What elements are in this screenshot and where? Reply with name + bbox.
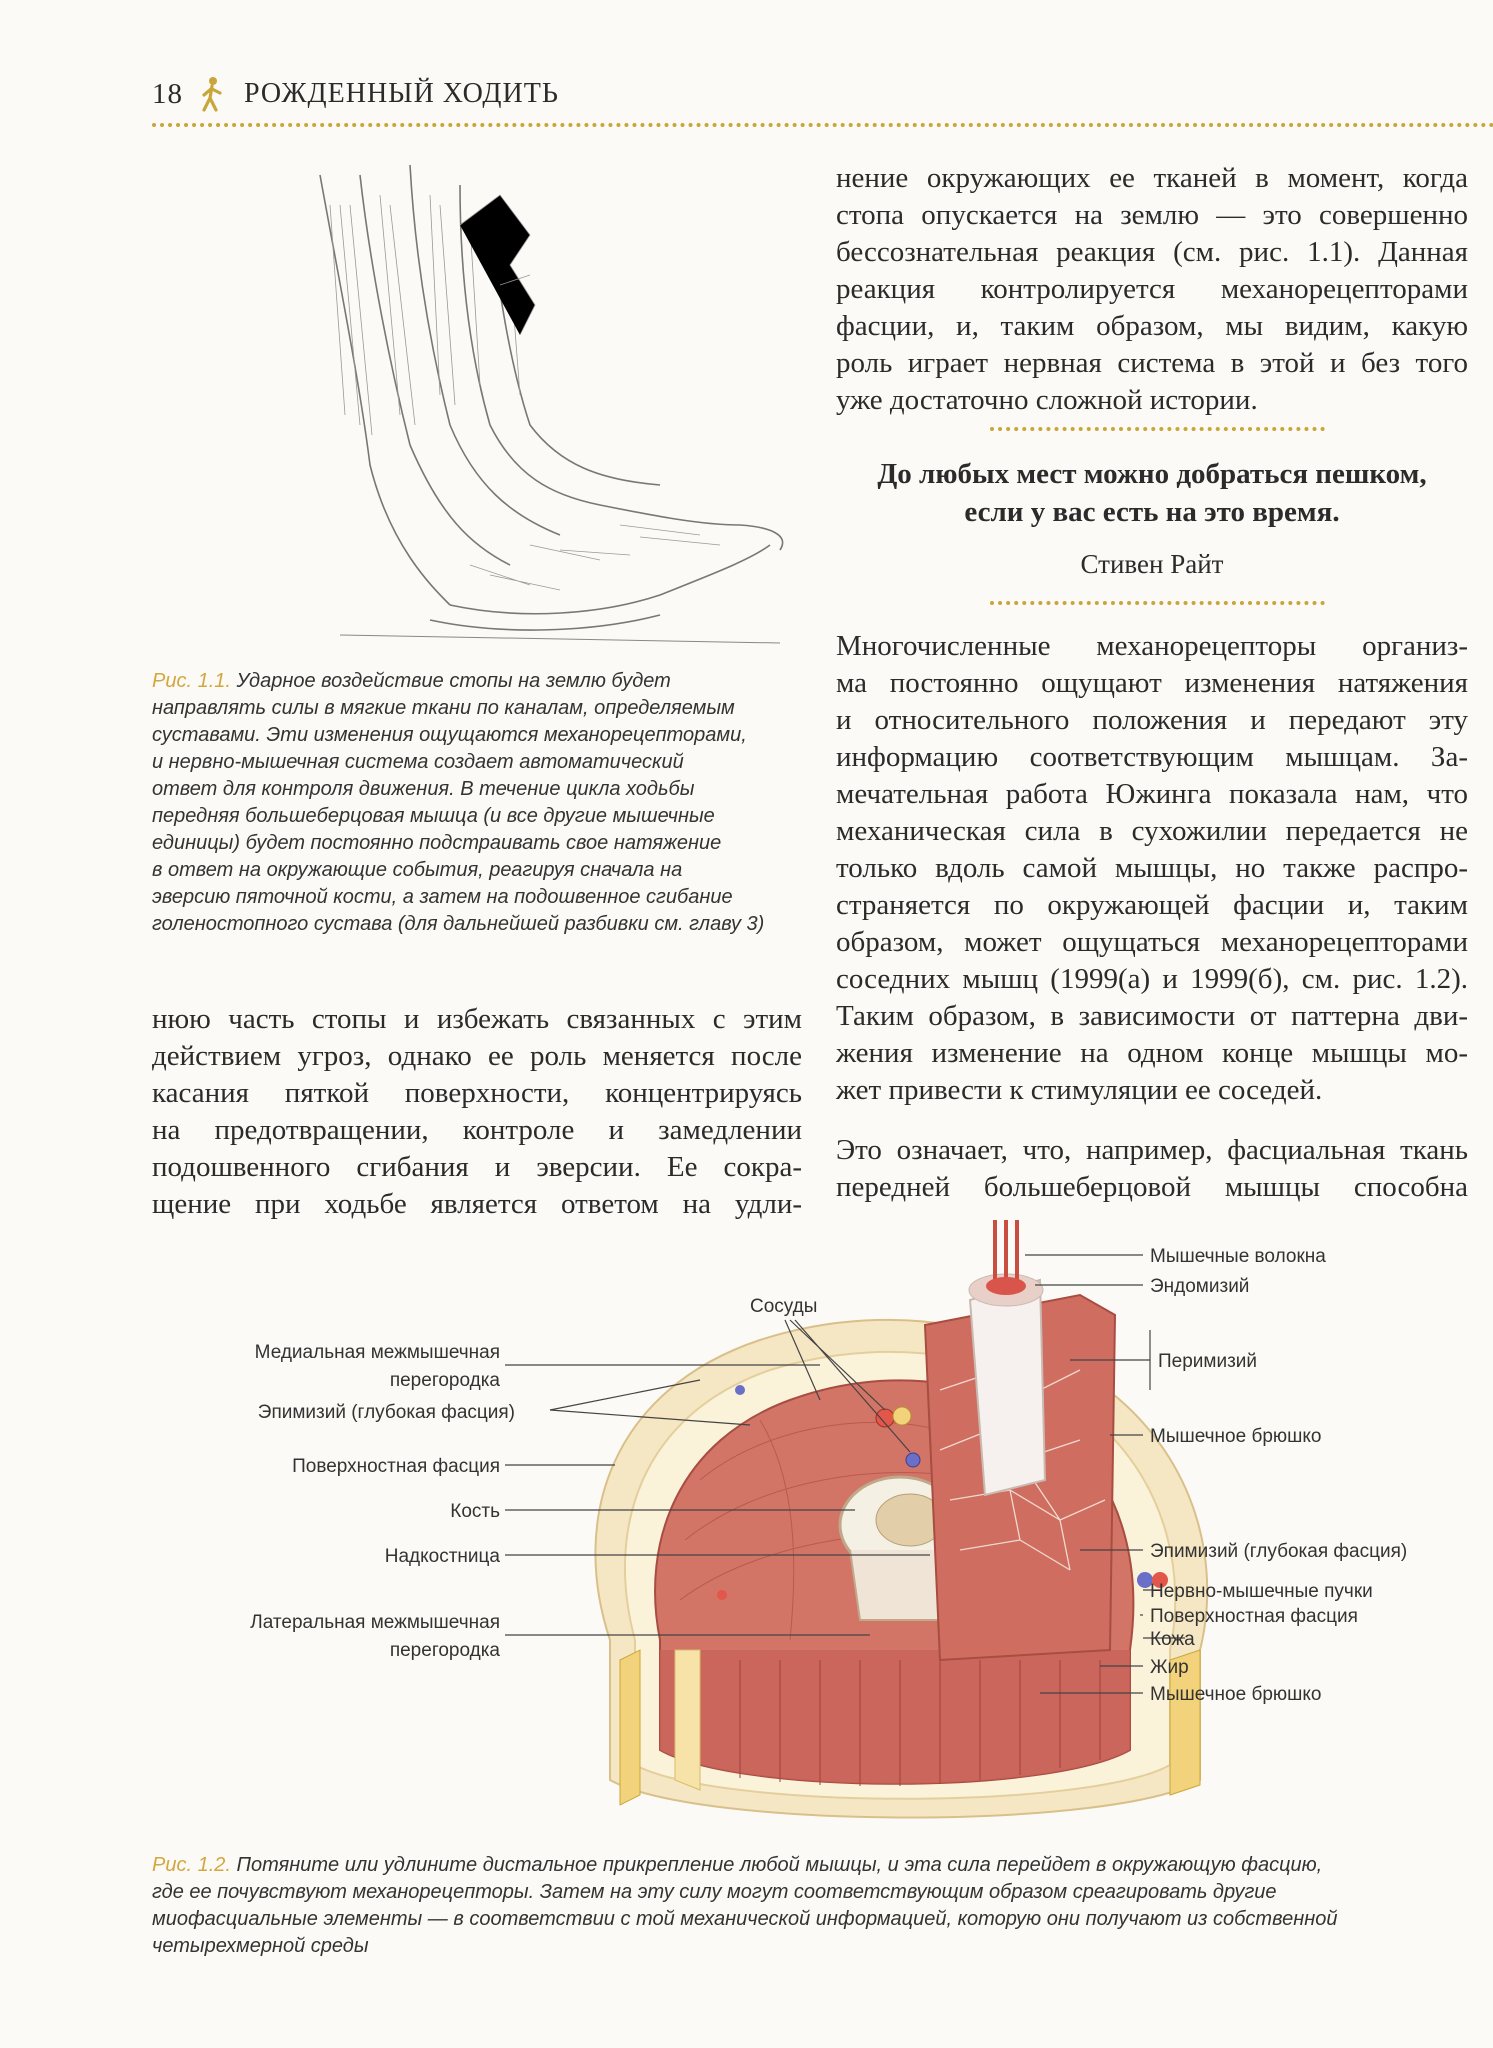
walking-person-icon [196,76,228,114]
figure-1-caption [152,668,792,938]
text-line: уже достаточно сложной истории. [836,384,1258,416]
quote-line: если у вас есть на это время. [964,496,1340,528]
running-title: РОЖДЕННЫЙ ХОДИТЬ [244,78,559,109]
text-line: на предотвращении, контроле и замедлении [152,1114,802,1146]
caption-line: и нервно-мышечная система создает автоматический [152,751,684,773]
caption-line: четырехмерной среды [152,1935,369,1957]
text-line: Таким образом, в зависимости от паттерна дви- [836,1000,1468,1032]
caption-line: единицы) будет постоянно подстраивать свое натяжение [152,832,722,854]
label-neurovascular: Нервно-мышечные пучки [1150,1581,1373,1602]
caption-line: Потяните или удлините дистальное прикрепление любой мышцы, и эта сила перейдет в окружающую фасцию, [236,1854,1323,1876]
label-perimysium: Перимизий [1158,1351,1258,1372]
figure-muscle-cross-section [140,1220,1490,1840]
text-line: информацию соответствующим мышцам. За- [836,741,1468,773]
text-line: и относительного положения и передают эту [836,704,1468,736]
caption-line: суставами. Эти изменения ощущаются механорецепторами, [152,724,747,746]
figure-2-label: Рис. 1.2. [152,1854,231,1876]
label-epimysium-right: Эпимизий (глубокая фасция) [1150,1541,1408,1562]
label-lateral-septum-1: Латеральная межмышечная [250,1612,500,1633]
text-line: Многочисленные механорецепторы организ- [836,630,1468,662]
label-muscle-belly-top: Мышечное брюшко [1150,1426,1322,1447]
label-bone: Кость [450,1501,500,1522]
label-medial-septum-2: перегородка [389,1370,500,1391]
label-superficial-fascia-left: Поверхностная фасция [292,1456,500,1477]
text-line: щение при ходьбе является ответом на удли- [152,1188,802,1220]
figure-leg-drawing [300,165,820,655]
text-line: нение окружающих ее тканей в момент, когда [836,162,1468,194]
text-line: образом, может ощущаться механорецепторами [836,926,1468,958]
quote-rule-bottom [990,601,1325,605]
text-line: касания пяткой поверхности, концентрируясь [152,1077,802,1109]
text-line: фасции, и, таким образом, мы видим, какую [836,310,1468,342]
running-header [152,76,1493,126]
text-line: подошвенного сгибания и эверсии. Ее сокра- [152,1151,802,1183]
caption-line: направлять силы в мягкие ткани по каналам, определяемым [152,697,735,719]
label-superficial-fascia-right: Поверхностная фасция [1150,1606,1358,1627]
text-line: стопа опускается на землю — это совершенно [836,199,1468,231]
caption-line: эверсию пяточной кости, а затем на подошвенное сгибание [152,886,733,908]
label-periosteum: Надкостница [384,1546,500,1567]
text-line: соседних мышц (1999(а) и 1999(б), см. рис. 1.2). [836,963,1468,995]
label-muscle-fibers: Мышечные волокна [1150,1246,1326,1267]
text-line: жения изменение на одном конце мышцы мо- [836,1037,1468,1069]
figure-1-label: Рис. 1.1. [152,670,231,692]
text-line: только вдоль самой мышцы, но также распро- [836,852,1468,884]
text-line: Это означает, что, например, фасциальная ткань [836,1134,1468,1166]
epigraph-quote [836,455,1468,531]
text-line: ма постоянно ощущают изменения натяжения [836,667,1468,699]
quote-rule-top [990,427,1325,431]
label-lateral-septum-2: перегородка [389,1640,500,1661]
page-number: 18 [152,78,183,110]
figure-2-caption [152,1852,1482,1960]
right-column-paragraph-1 [836,160,1468,419]
quote-line: До любых мест можно добраться пешком, [877,458,1427,490]
quote-author: Стивен Райт [1080,549,1224,579]
label-skin: Кожа [1150,1629,1195,1650]
right-column-paragraph-2 [836,628,1468,1109]
text-line: мечательная работа Южинга показала нам, что [836,778,1468,810]
header-rule [152,123,1493,127]
text-line: передней большеберцовой мышцы способна [836,1171,1468,1203]
label-fat: Жир [1150,1657,1189,1678]
text-line: механическая сила в сухожилии передается не [836,815,1468,847]
label-vessels: Сосуды [750,1296,818,1317]
text-line: бессознательная реакция (см. рис. 1.1). Данная [836,236,1468,268]
right-column-paragraph-3 [836,1132,1468,1206]
label-endomysium: Эндомизий [1150,1276,1250,1297]
text-line: действием угроз, однако ее роль меняется после [152,1040,802,1072]
left-column-paragraph [152,1001,802,1223]
caption-line: миофасциальные элементы — в соответствии с той механической информацией, которую они получают из собственной [152,1908,1338,1930]
text-line: роль играет нервная система в этой и без того [836,347,1468,379]
label-epimysium-left: Эпимизий (глубокая фасция) [257,1402,515,1423]
caption-line: голеностопного сустава (для дальнейшей разбивки см. главу 3) [152,913,765,935]
text-line: нюю часть стопы и избежать связанных с этим [152,1003,802,1035]
caption-line: передняя большеберцовая мышца (и все другие мышечные [152,805,715,827]
caption-line: Ударное воздействие стопы на землю будет [236,670,671,692]
label-medial-septum-1: Медиальная межмышечная [254,1342,500,1363]
cross-section-illustration [595,1220,1207,1818]
text-line: страняется по окружающей фасции и, таким [836,889,1468,921]
caption-line: в ответ на окружающие события, реагируя сначала на [152,859,683,881]
caption-line: ответ для контроля движения. В течение цикла ходьбы [152,778,695,800]
caption-line: где ее почувствуют механорецепторы. Затем на эту силу могут соответствующим образом среагировать другие [152,1881,1277,1903]
label-muscle-belly-bottom: Мышечное брюшко [1150,1684,1322,1705]
text-line: жет привести к стимуляции ее соседей. [836,1074,1323,1106]
text-line: реакция контролируется механорецепторами [836,273,1468,305]
